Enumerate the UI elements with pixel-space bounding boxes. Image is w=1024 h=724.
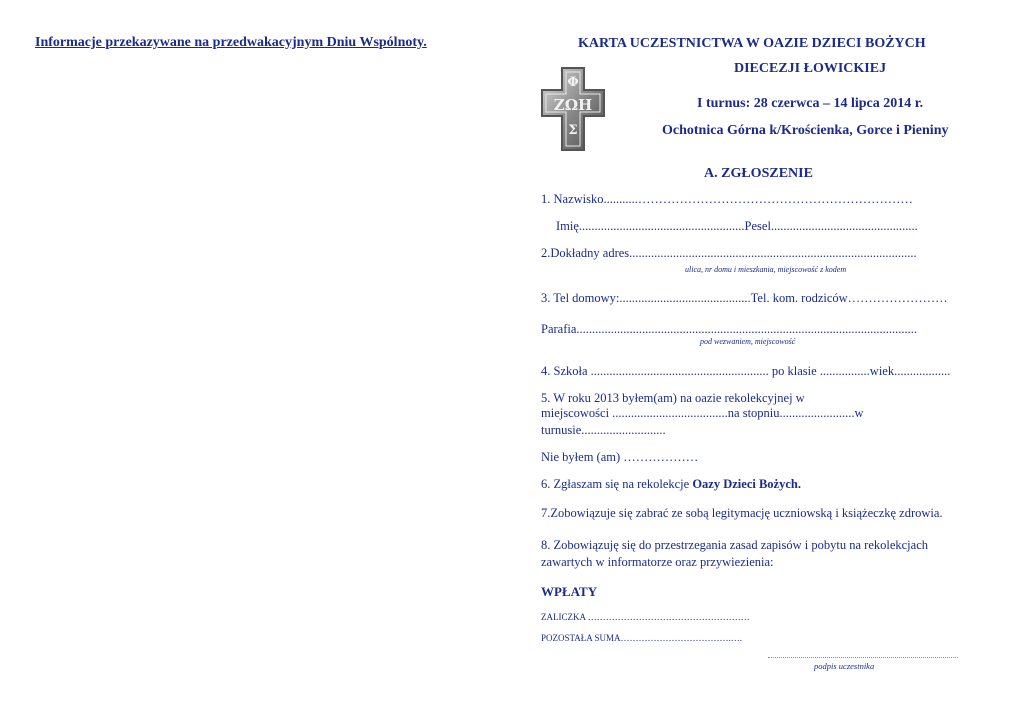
documents-statement: 7.Zobowiązuje się zabrać ze sobą legitymację uczniowską i książeczkę zdrowia. <box>541 506 943 520</box>
surname-field[interactable]: 1. Nazwisko...........………………………………………………………… <box>541 192 913 206</box>
camp-location: Ochotnica Górna k/Krościenka, Gorce i Pieniny <box>662 123 949 138</box>
section-title: A. ZGŁOSZENIE <box>704 166 813 181</box>
address-field[interactable]: 2.Dokładny adres............................................................................................ <box>541 246 917 260</box>
address-hint: ulica, nr domu i mieszkania, miejscowość z kodem <box>685 265 847 274</box>
previous-oaza-line3[interactable]: turnusie........................... <box>541 423 666 437</box>
parish-field[interactable]: Parafia............................................................................................................. <box>541 322 918 336</box>
oaza-cross-logo-icon <box>540 66 606 152</box>
svg-text:Σ: Σ <box>568 123 578 138</box>
turnus-dates: I turnus: 28 czerwca – 14 lipca 2014 r. <box>697 96 924 111</box>
registration-text: 6. Zgłaszam się na rekolekcje <box>541 477 693 491</box>
payments-title: WPŁATY <box>541 584 598 599</box>
parish-hint: pod wezwaniem, miejscowość <box>700 337 796 346</box>
deposit-field[interactable]: ZALICZKA ……………………………………………… <box>541 612 750 622</box>
rules-statement-line1: 8. Zobowiązuję się do przestrzegania zasad zapisów i pobytu na rekolekcjach <box>541 538 928 552</box>
phone-field[interactable]: 3. Tel domowy:..........................................Tel. kom. rodziców…………………… <box>541 291 948 305</box>
oaza-name: Oazy Dzieci Bożych. <box>692 477 801 491</box>
name-pesel-field[interactable]: Imię.....................................................Pesel............................................... <box>556 219 918 233</box>
card-title: KARTA UCZESTNICTWA W OAZIE DZIECI BOŻYCH <box>578 36 926 51</box>
not-attended-field[interactable]: Nie byłem (am) ……………… <box>541 450 699 464</box>
registration-statement <box>541 477 801 492</box>
svg-text:ΖΩΗ: ΖΩΗ <box>553 96 593 114</box>
rules-statement-line2: zawartych w informatorze oraz przywiezienia: <box>541 555 774 569</box>
signature-line[interactable] <box>768 657 958 658</box>
svg-text:Φ: Φ <box>567 75 579 90</box>
school-field[interactable]: 4. Szkoła ......................................................... po klasie ................wiek.................. <box>541 364 951 378</box>
previous-oaza-line1: 5. W roku 2013 byłem(am) na oazie rekolekcyjnej w <box>541 391 805 405</box>
signature-label: podpis uczestnika <box>814 661 875 671</box>
diocese-title: DIECEZJI ŁOWICKIEJ <box>734 61 887 76</box>
previous-oaza-line2[interactable]: miejscowości .....................................na stopniu........................w <box>541 406 864 420</box>
remaining-sum-field[interactable]: POZOSTAŁA SUMA……………………………….…. <box>541 633 743 643</box>
left-page-title: Informacje przekazywane na przedwakacyjnym Dniu Wspólnoty. <box>35 35 427 50</box>
